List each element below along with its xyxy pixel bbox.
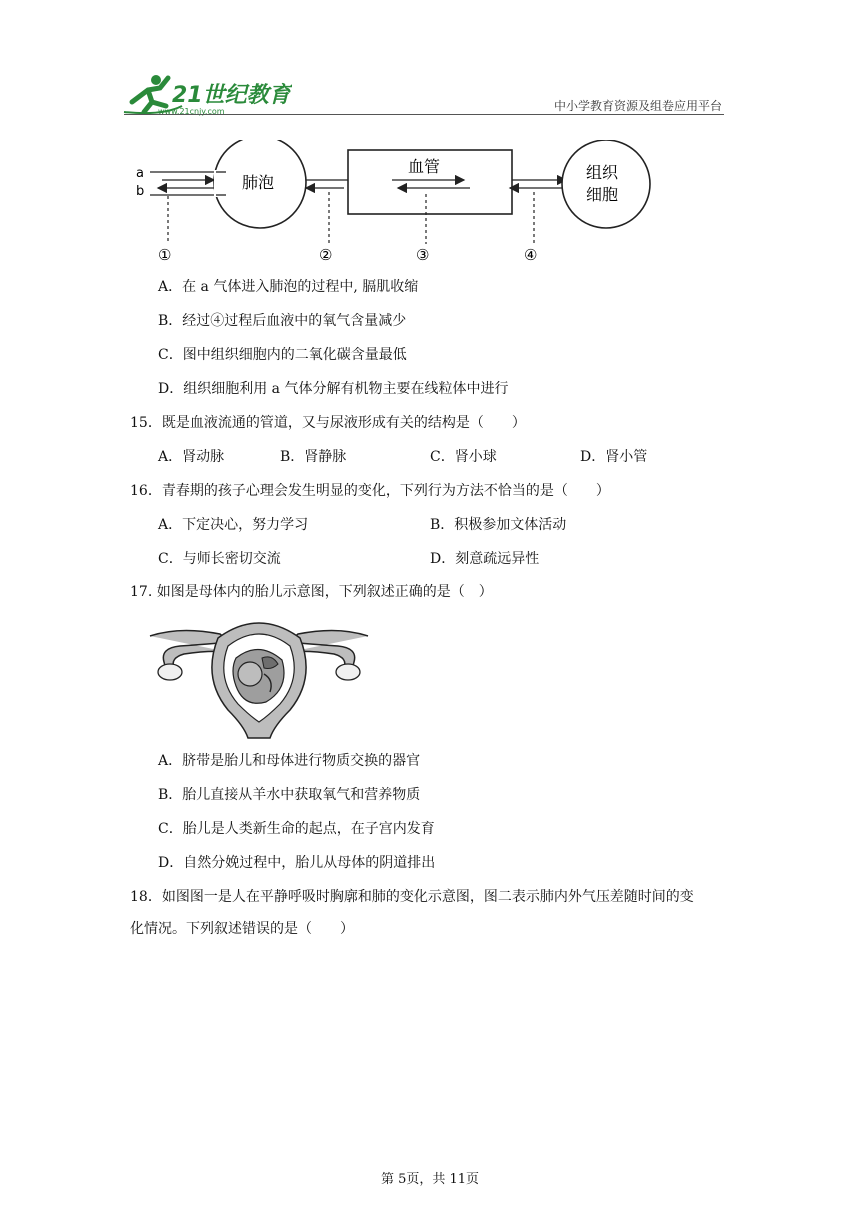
q14-option-d: D．组织细胞利用 a 气体分解有机物主要在线粒体中进行 <box>158 381 509 397</box>
arrow-a-label: a <box>136 166 144 181</box>
q17-option-c: C．胎儿是人类新生命的起点，在子宫内发育 <box>158 821 435 837</box>
fetus-uterus-figure <box>140 618 378 740</box>
q17-stem: 17. 如图是母体内的胎儿示意图，下列叙述正确的是（ ） <box>130 584 493 600</box>
page-footer: 第 5页，共 11页 <box>380 1172 480 1187</box>
respiration-diagram <box>130 140 670 266</box>
arrow-b-label: b <box>136 184 145 199</box>
q15-option-c: C．肾小球 <box>430 449 497 465</box>
tissue-label-2: 细胞 <box>586 185 619 204</box>
q18-stem-line2: 化情况。下列叙述错误的是（ ） <box>130 921 354 937</box>
alveolus-label: 肺泡 <box>242 173 275 192</box>
logo-text: 21世纪教育 <box>172 83 291 108</box>
vessel-label: 血管 <box>408 157 441 176</box>
q17-option-b: B．胎儿直接从羊水中获取氧气和营养物质 <box>158 787 421 803</box>
q17-option-d: D．自然分娩过程中，胎儿从母体的阴道排出 <box>158 855 436 871</box>
q15-option-b: B．肾静脉 <box>280 449 347 465</box>
q17-option-a: A．脐带是胎儿和母体进行物质交换的器官 <box>158 753 421 769</box>
marker-1: ① <box>158 246 172 264</box>
q15-option-d: D．肾小管 <box>580 449 648 465</box>
header-platform-text: 中小学教育资源及组卷应用平台 <box>553 99 722 113</box>
site-logo <box>122 72 292 116</box>
q16-option-a: A．下定决心，努力学习 <box>158 517 309 533</box>
q15-option-a: A．肾动脉 <box>158 449 225 465</box>
q16-option-d: D．刻意疏远异性 <box>430 551 540 567</box>
logo-url: www.21cnjy.com <box>158 107 225 116</box>
q18-stem-line1: 18．如图图一是人在平静呼吸时胸廓和肺的变化示意图，图二表示肺内外气压差随时间的变 <box>130 889 694 905</box>
tissue-cell-circle <box>562 140 650 228</box>
q16-stem: 16．青春期的孩子心理会发生明显的变化，下列行为方法不恰当的是（ ） <box>130 483 610 499</box>
q14-option-c: C．图中组织细胞内的二氧化碳含量最低 <box>158 347 407 363</box>
q16-option-c: C．与师长密切交流 <box>158 551 281 567</box>
q14-option-a: A．在 a 气体进入肺泡的过程中, 膈肌收缩 <box>158 279 419 295</box>
marker-4: ④ <box>524 246 538 264</box>
q16-option-b: B．积极参加文体活动 <box>430 517 567 533</box>
marker-2: ② <box>319 246 333 264</box>
tissue-label-1: 组织 <box>586 163 619 182</box>
q14-option-b: B．经过④过程后血液中的氧气含量减少 <box>158 313 407 329</box>
marker-3: ③ <box>416 246 430 264</box>
header-divider <box>124 114 724 115</box>
q15-stem: 15．既是血液流通的管道，又与尿液形成有关的结构是（ ） <box>130 415 526 431</box>
